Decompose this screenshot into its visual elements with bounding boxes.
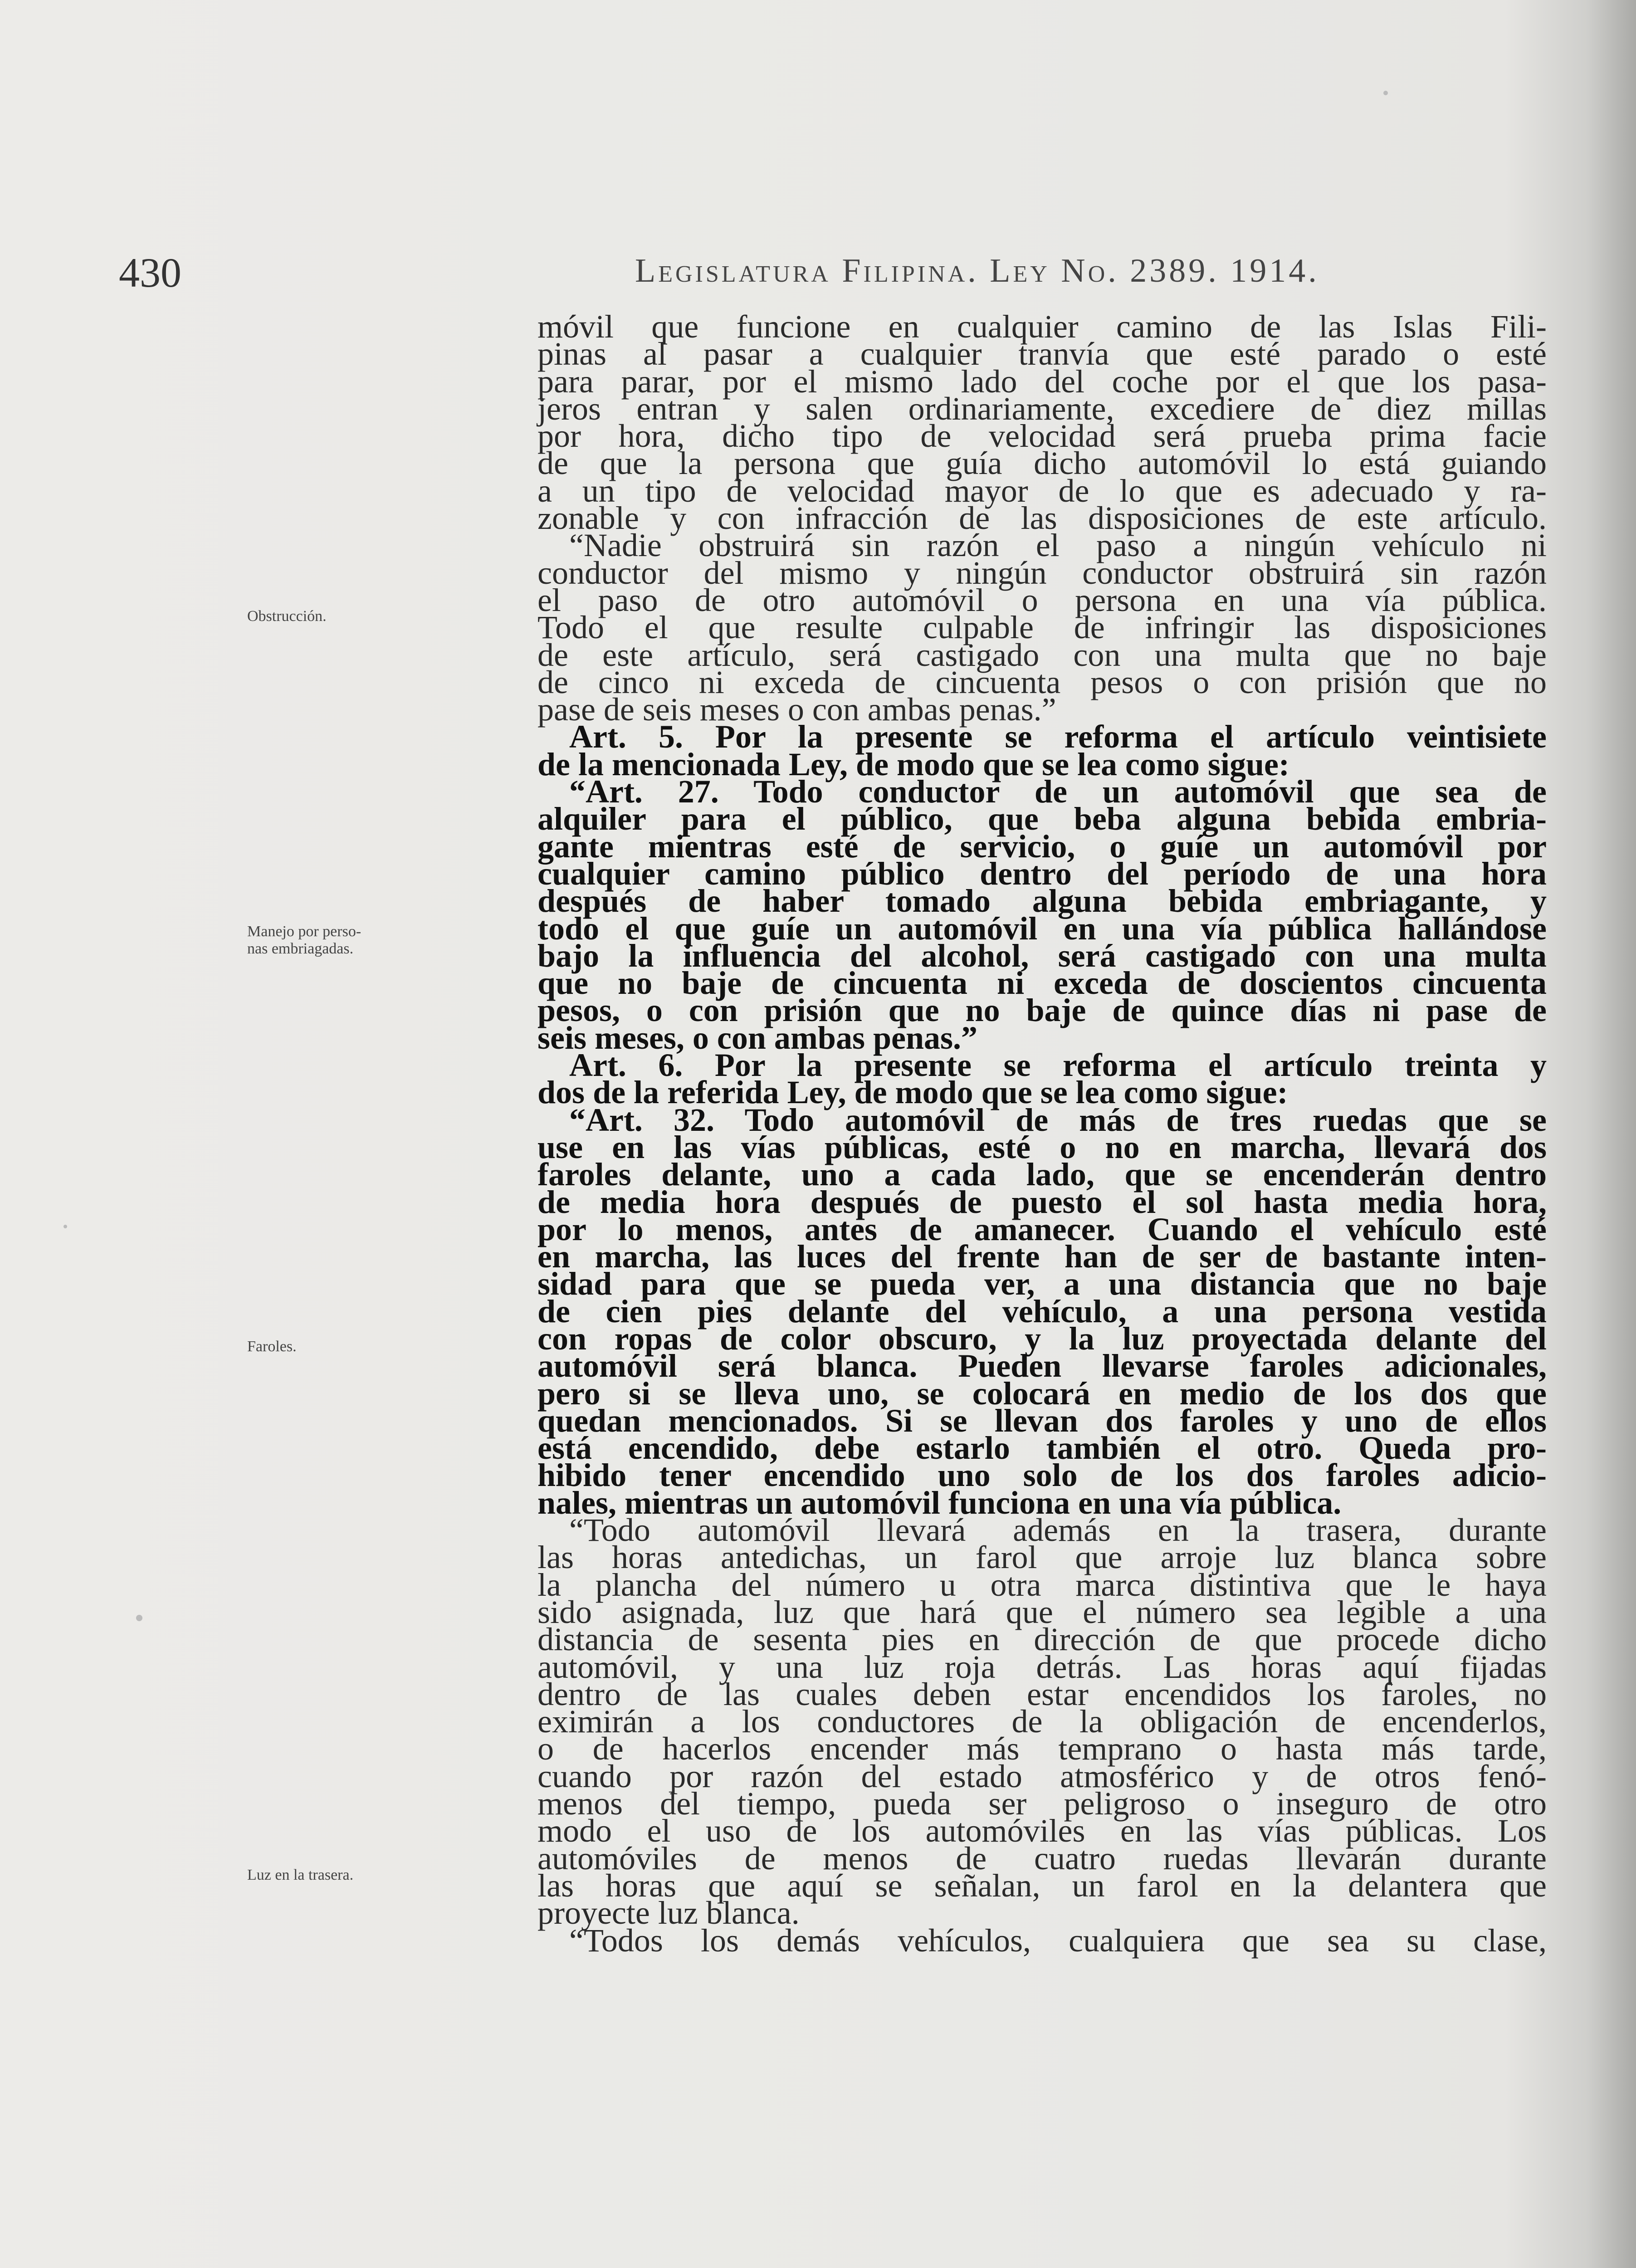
body-text: [537, 308, 1547, 1959]
body-line: de que la persona que guía dicho automóvil lo está guiando: [537, 445, 1547, 482]
body-line: las horas antedichas, un farol que arroje luz blanca sobre: [537, 1539, 1547, 1576]
body-line: cuando por razón del estado atmosférico y de otros fenó-: [537, 1758, 1547, 1794]
body-line: por hora, dicho tipo de velocidad será prueba prima facie: [537, 418, 1547, 455]
body-line: dentro de las cuales deben estar encendidos los faroles, no: [537, 1676, 1547, 1712]
body-line: de cinco ni exceda de cincuenta pesos o con prisión que no: [537, 664, 1547, 700]
body-line: faroles delante, uno a cada lado, que se encenderán dentro: [537, 1156, 1547, 1193]
body-line: seis meses, o con ambas penas.”: [537, 1019, 978, 1056]
body-line: cualquier camino público dentro del período de una hora: [537, 855, 1547, 892]
body-line: distancia de sesenta pies en dirección de que procede dicho: [537, 1621, 1547, 1658]
body-line: “Art. 27. Todo conductor de un automóvil que sea de: [569, 773, 1547, 810]
body-line: con ropas de color obscuro, y la luz proyectada delante del: [537, 1320, 1547, 1357]
body-line: proyecte luz blanca.: [537, 1895, 800, 1931]
body-line: jeros entran y salen ordinariamente, excediere de diez millas: [537, 390, 1547, 427]
body-line: o de hacerlos encender más temprano o hasta más tarde,: [537, 1730, 1547, 1767]
margin-note-line: Faroles.: [247, 1338, 297, 1355]
body-line: “Todos los demás vehículos, cualquiera que sea su clase,: [569, 1922, 1547, 1959]
margin-note-luz-trasera: [247, 1867, 501, 1884]
body-line: que no baje de cincuenta ni exceda de doscientos cincuenta: [537, 965, 1547, 1002]
body-line: por lo menos, antes de amanecer. Cuando el vehículo esté: [537, 1211, 1547, 1247]
body-line: para parar, por el mismo lado del coche por el que los pasa-: [537, 363, 1547, 400]
margin-note-line: Luz en la trasera.: [247, 1867, 354, 1883]
margin-note-line: nas embriagadas.: [247, 940, 354, 957]
body-line: Art. 6. Por la presente se reforma el artículo treinta y: [569, 1047, 1547, 1084]
body-line: nales, mientras un automóvil funciona en una vía pública.: [537, 1484, 1342, 1521]
margin-note-obstruccion: [247, 608, 501, 625]
margin-note-manejo: [247, 923, 501, 958]
body-line: de este artículo, será castigado con una multa que no baje: [537, 636, 1547, 673]
body-line: de media hora después de puesto el sol hasta media hora,: [537, 1183, 1547, 1220]
body-line: automóvil, y una luz roja detrás. Las horas aquí fijadas: [537, 1648, 1547, 1685]
body-line: todo el que guíe un automóvil en una vía pública hallándose: [537, 910, 1547, 947]
body-line: el paso de otro automóvil o persona en una vía pública.: [537, 582, 1547, 618]
body-line: pinas al pasar a cualquier tranvía que esté parado o esté: [537, 336, 1547, 372]
margin-note-line: Obstrucción.: [247, 608, 327, 625]
body-line: conductor del mismo y ningún conductor obstruirá sin razón: [537, 554, 1547, 591]
body-line: móvil que funcione en cualquier camino de las Islas Fili-: [537, 308, 1547, 345]
body-line: pesos, o con prisión que no baje de quince días ni pase de: [537, 992, 1547, 1029]
body-line: modo el uso de los automóviles en las vías públicas. Los: [537, 1813, 1547, 1849]
scan-speck: [136, 1615, 142, 1621]
page-number: 430: [119, 249, 181, 296]
body-line: a un tipo de velocidad mayor de lo que es adecuado y ra-: [537, 472, 1547, 509]
scan-speck: [1383, 91, 1388, 95]
body-line: eximirán a los conductores de la obligación de encenderlos,: [537, 1703, 1547, 1740]
body-line: sido asignada, luz que hará que el número sea legible a una: [537, 1593, 1547, 1630]
body-line: pero si se lleva uno, se colocará en medio de los dos que: [537, 1375, 1547, 1412]
running-head-text: Legislatura Filipina. Ley No. 2389. 1914.: [635, 252, 1319, 289]
body-line: zonable y con infracción de las disposiciones de este artículo.: [537, 500, 1547, 537]
body-line: sidad para que se pueda ver, a una distancia que no baje: [537, 1266, 1547, 1302]
body-line: bajo la influencia del alcohol, será castigado con una multa: [537, 937, 1547, 974]
body-line: “Nadie obstruirá sin razón el paso a ningún vehículo ni: [569, 527, 1547, 564]
body-line: automóvil será blanca. Pueden llevarse faroles adicionales,: [537, 1348, 1547, 1384]
margin-note-faroles: [247, 1338, 501, 1355]
body-line: gante mientras esté de servicio, o guíe un automóvil por: [537, 828, 1547, 865]
body-line: pase de seis meses o con ambas penas.”: [537, 691, 1056, 728]
body-line: automóviles de menos de cuatro ruedas llevarán durante: [537, 1840, 1547, 1877]
body-line: la plancha del número u otra marca distintiva que le haya: [537, 1566, 1547, 1603]
body-line: “Art. 32. Todo automóvil de más de tres ruedas que se: [569, 1101, 1547, 1138]
body-line: quedan mencionados. Si se llevan dos faroles y uno de ellos: [537, 1402, 1547, 1439]
body-line: está encendido, debe estarlo también el otro. Queda pro-: [537, 1430, 1547, 1466]
margin-note-line: Manejo por perso-: [247, 923, 361, 940]
body-line: de cien pies delante del vehículo, a una persona vestida: [537, 1293, 1547, 1330]
scan-speck: [63, 1225, 67, 1228]
body-line: use en las vías públicas, esté o no en marcha, llevará dos: [537, 1129, 1547, 1165]
body-line: “Todo automóvil llevará además en la trasera, durante: [569, 1512, 1547, 1549]
body-line: menos del tiempo, pueda ser peligroso o inseguro de otro: [537, 1785, 1547, 1822]
body-line: después de haber tomado alguna bebida embriagante, y: [537, 883, 1547, 919]
body-line: hibido tener encendido uno solo de los dos faroles adicio-: [537, 1457, 1547, 1494]
body-line: en marcha, las luces del frente han de ser de bastante inten-: [537, 1238, 1547, 1275]
body-line: Todo el que resulte culpable de infringir las disposiciones: [537, 609, 1547, 646]
running-head: [635, 252, 1319, 290]
body-line: las horas que aquí se señalan, un farol en la delantera que: [537, 1867, 1547, 1904]
body-line: dos de la referida Ley, de modo que se lea como sigue:: [537, 1074, 1288, 1111]
body-line: alquiler para el público, que beba alguna bebida embria-: [537, 801, 1547, 837]
body-line: Art. 5. Por la presente se reforma el artículo veintisiete: [569, 719, 1547, 755]
body-line: de la mencionada Ley, de modo que se lea como sigue:: [537, 746, 1289, 782]
